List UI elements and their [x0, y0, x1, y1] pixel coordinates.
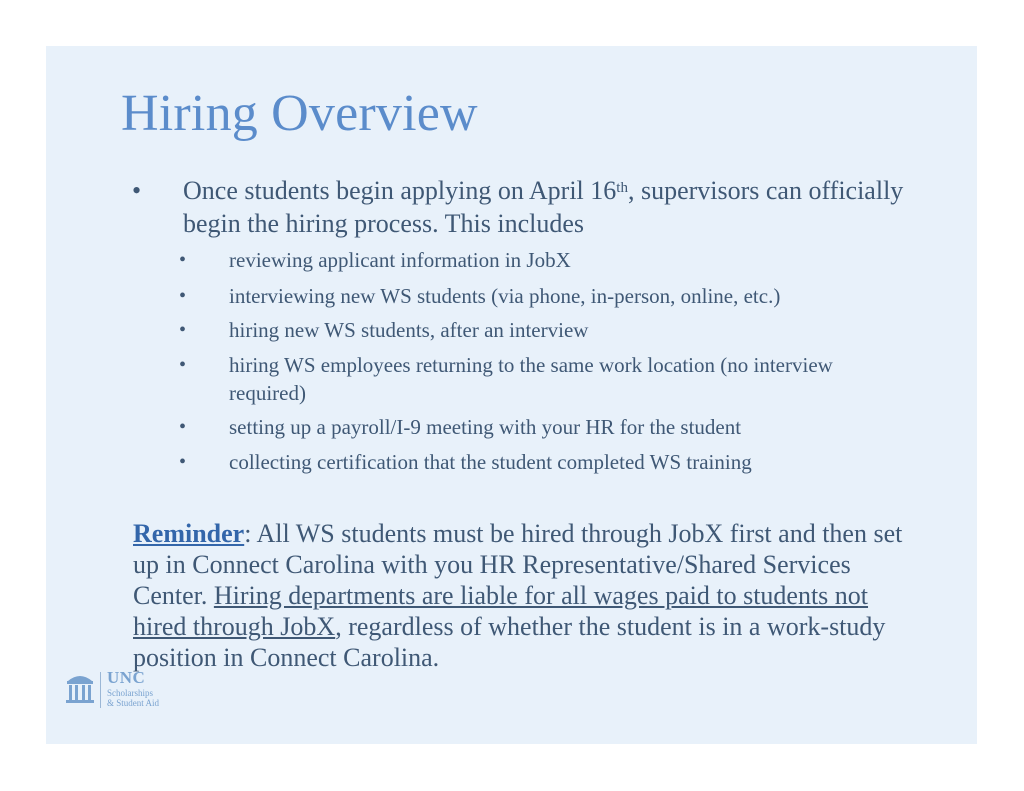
main-bullet-text — [183, 174, 923, 240]
reminder-paragraph — [133, 518, 923, 673]
main-bullet — [133, 174, 923, 240]
old-well-icon — [65, 670, 95, 706]
list-item-text: hiring WS employees returning to the same work location (no interview required) — [229, 353, 833, 405]
bullet-marker: • — [179, 319, 187, 341]
list-item — [179, 351, 879, 407]
bullet-marker: • — [179, 451, 187, 473]
logo-divider — [100, 672, 101, 708]
list-item-text: setting up a payroll/I-9 meeting with your HR for the student — [229, 415, 742, 439]
logo-line-3: & Student Aid — [107, 698, 160, 708]
unc-logo — [65, 670, 215, 710]
list-item — [179, 282, 780, 310]
main-bullet-part1: Once students begin applying on April 16 — [183, 176, 617, 205]
list-item — [179, 316, 588, 344]
bullet-marker: • — [179, 249, 187, 271]
logo-name: UNC — [107, 668, 146, 687]
bullet-marker: • — [179, 354, 187, 376]
list-item — [179, 448, 752, 476]
list-item-text: collecting certification that the student completed WS training — [229, 450, 752, 474]
list-item — [179, 413, 741, 441]
reminder-text-end: , regardless of whether the student is in a work-study position in Connect Carolina. — [133, 612, 886, 672]
logo-line-2: Scholarships — [107, 688, 153, 698]
main-bullet-part2: , supervisors can officially begin the hiring process. This includes — [183, 176, 904, 238]
list-item-text: reviewing applicant information in JobX — [229, 248, 571, 272]
bullet-marker: • — [179, 416, 187, 438]
reminder-text: : All WS students must be hired through JobX first and then set up in Connect Carolina with you HR Representative/Shared Services Center. — [133, 519, 903, 610]
list-item — [179, 246, 571, 274]
slide — [46, 46, 977, 744]
page-title: Hiring Overview — [121, 85, 478, 142]
list-item-text: hiring new WS students, after an interview — [229, 318, 589, 342]
main-bullet-sup: th — [616, 180, 628, 196]
bullet-marker: • — [179, 285, 187, 307]
reminder-label: Reminder — [133, 519, 245, 548]
reminder-underlined-text: Hiring departments are liable for all wages paid to students not hired through JobX — [133, 581, 869, 641]
list-item-text: interviewing new WS students (via phone, in-person, online, etc.) — [229, 284, 781, 308]
bullet-marker: • — [132, 176, 142, 205]
